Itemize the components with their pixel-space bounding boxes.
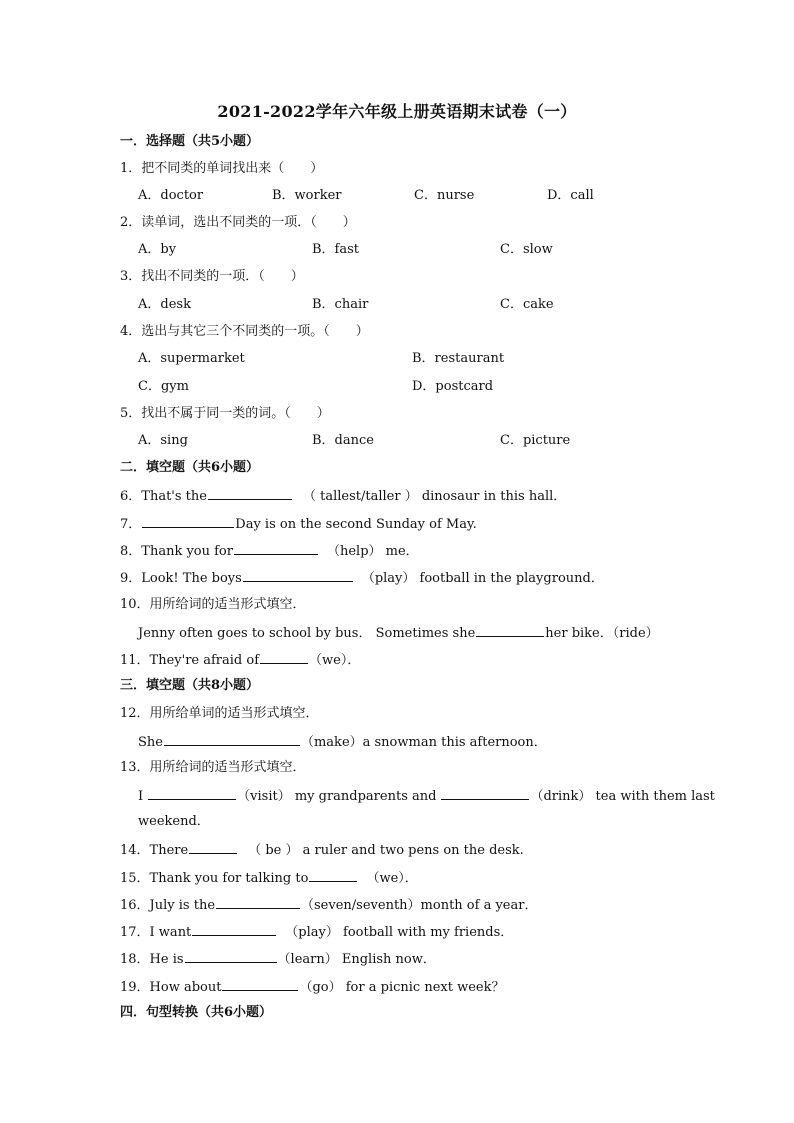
question-6 [120, 486, 566, 506]
q10-text-before: Jenny often goes to school by bus． Sometimes she [138, 626, 476, 641]
q2-option-c: C．slow [500, 242, 553, 257]
q6-text-after: （ tallest/taller ） dinosaur in this hall． [302, 489, 567, 504]
q13-text-before: I [138, 789, 144, 804]
question-4-stem: 4．选出与其它三个不同类的一项。（ ） [120, 324, 369, 339]
q17-text-before: 17．I want [120, 925, 192, 940]
q1-option-a: A．doctor [138, 188, 204, 203]
q8-text-before: 8．Thank you for [120, 544, 233, 559]
section-heading: 一．选择题（共5小题） [120, 134, 260, 149]
section-heading: 四．句型转换（共6小题） [120, 1005, 273, 1020]
q11-text-after: （we）． [309, 653, 361, 668]
q12-text-after: （make）a snowman this afternoon． [300, 735, 547, 750]
q9-text-before: 9．Look! The boys [120, 571, 242, 586]
q17-text-after: （play） football with my friends． [285, 925, 514, 940]
question-3-stem: 3．找出不同类的一项．（ ） [120, 269, 304, 284]
q1-option-d: D．call [547, 188, 594, 203]
answer-blank[interactable] [222, 977, 298, 991]
q14-text-before: 14．There [120, 843, 189, 858]
q6-text-before: 6．That's the [120, 489, 207, 504]
answer-blank[interactable] [164, 732, 300, 746]
answer-blank[interactable] [476, 623, 544, 637]
q13-text-middle: （visit） my grandparents and [237, 789, 437, 804]
q18-text-after: （learn） English now． [277, 952, 436, 967]
answer-blank[interactable] [142, 514, 234, 528]
q5-option-a: A．sing [138, 433, 188, 448]
answer-blank[interactable] [234, 541, 318, 555]
q10-text-after: her bike．（ride） [545, 626, 659, 641]
question-1-stem: 1．把不同类的单词找出来（ ） [120, 161, 324, 176]
question-13-continuation: weekend． [138, 814, 210, 829]
q3-option-b: B．chair [312, 297, 369, 312]
q16-text-before: 16．July is the [120, 898, 216, 913]
question-10-sentence [138, 623, 659, 643]
q2-option-a: A．by [138, 242, 177, 257]
question-11 [120, 650, 360, 670]
q9-text-after: （play） football in the playground． [361, 571, 604, 586]
q5-option-c: C．picture [500, 433, 571, 448]
q18-text-before: 18．He is [120, 952, 184, 967]
question-13-stem: 13．用所给词的适当形式填空． [120, 760, 306, 775]
q12-text-before: She [138, 735, 163, 750]
answer-blank[interactable] [185, 949, 277, 963]
question-14 [120, 840, 524, 860]
answer-blank[interactable] [216, 895, 300, 909]
question-17 [120, 922, 513, 942]
page-title: 2021-2022学年六年级上册英语期末试卷（一） [217, 102, 577, 121]
q3-option-a: A．desk [138, 297, 191, 312]
question-10-stem: 10．用所给词的适当形式填空． [120, 597, 306, 612]
q15-text-before: 15．Thank you for talking to [120, 871, 309, 886]
question-18 [120, 949, 436, 969]
question-9 [120, 568, 604, 588]
question-8 [120, 541, 419, 561]
question-12-stem: 12．用所给单词的适当形式填空． [120, 706, 319, 721]
question-15 [120, 868, 418, 888]
answer-blank[interactable] [189, 840, 237, 854]
answer-blank[interactable] [243, 568, 353, 582]
q7-number: 7． [120, 517, 142, 532]
question-19 [120, 977, 504, 997]
answer-blank[interactable] [148, 786, 236, 800]
question-7 [120, 514, 477, 534]
q13-text-after: （drink） tea with them last [530, 789, 715, 804]
q19-text-before: 19．How about [120, 980, 222, 995]
section-heading: 三．填空题（共8小题） [120, 678, 260, 693]
q1-option-c: C．nurse [414, 188, 475, 203]
question-5-stem: 5．找出不属于同一类的词。（ ） [120, 406, 330, 421]
q4-option-a: A．supermarket [138, 351, 245, 366]
question-12-sentence [138, 732, 547, 752]
q14-text-after: （ be ） a ruler and two pens on the desk. [248, 843, 524, 858]
question-13-sentence [138, 786, 715, 806]
answer-blank[interactable] [192, 922, 276, 936]
q15-text-after: （we）． [366, 871, 418, 886]
q11-text-before: 11．They're afraid of [120, 653, 260, 668]
q4-option-d: D．postcard [412, 379, 494, 394]
question-16 [120, 895, 537, 915]
section-heading: 二．填空题（共6小题） [120, 460, 260, 475]
answer-blank[interactable] [208, 486, 292, 500]
answer-blank[interactable] [441, 786, 529, 800]
q4-option-b: B．restaurant [412, 351, 505, 366]
question-2-stem: 2．读单词，选出不同类的一项．（ ） [120, 215, 356, 230]
q3-option-c: C．cake [500, 297, 554, 312]
q16-text-after: （seven/seventh）month of a year． [301, 898, 538, 913]
q4-option-c: C．gym [138, 379, 189, 394]
q19-text-after: （go） for a picnic next week？ [299, 980, 505, 995]
answer-blank[interactable] [260, 650, 308, 664]
q2-option-b: B．fast [312, 242, 360, 257]
q8-text-after: （help） me． [326, 544, 419, 559]
answer-blank[interactable] [309, 868, 357, 882]
q5-option-b: B．dance [312, 433, 374, 448]
q1-option-b: B．worker [272, 188, 342, 203]
q7-text-after: Day is on the second Sunday of May. [235, 517, 477, 532]
